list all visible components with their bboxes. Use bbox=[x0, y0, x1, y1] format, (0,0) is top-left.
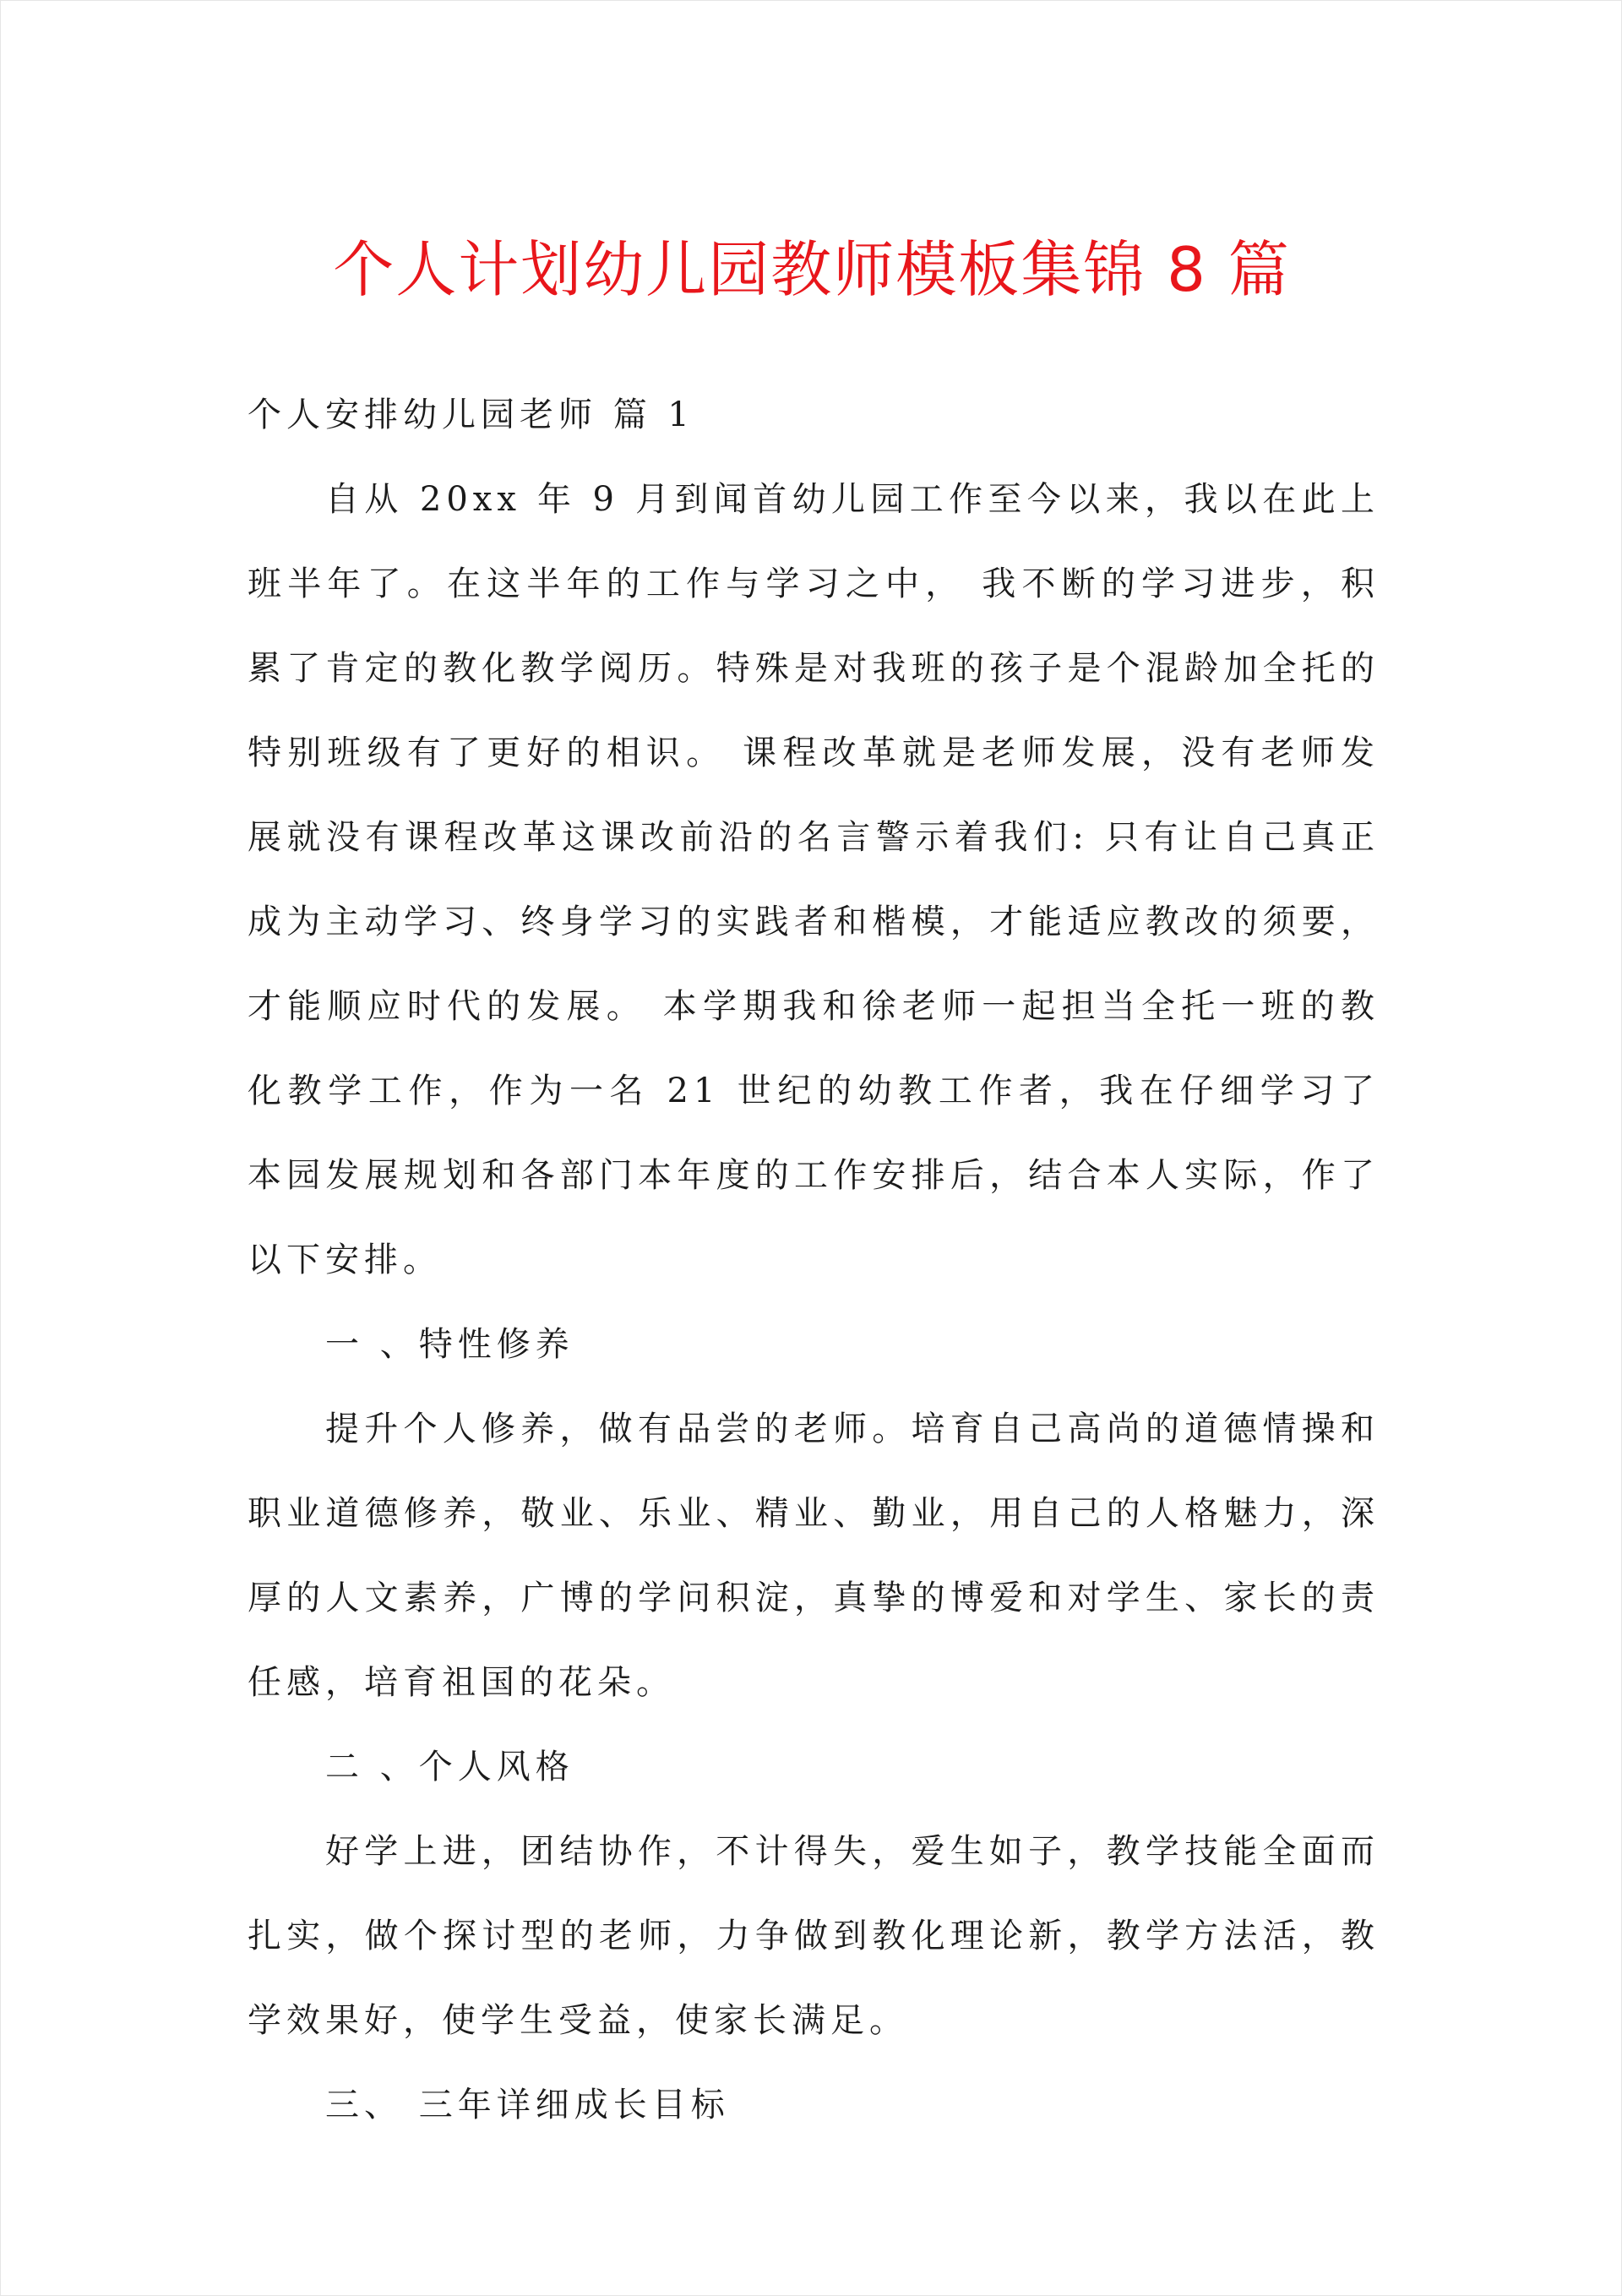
intro-paragraph: 自从 20xx 年 9 月到闻首幼儿园工作至今以来，我以在此上班半年了。在这半年的工作与学习之中， 我不断的学习进步，积累了肯定的教化教学阅历。特殊是对我班的孩子是个混龄加全托的特别班级有了更好的相识。 课程改革就是老师发展，没有老师发展就没有课程改革这课改前沿的名言警示着我们: 只有让自己真正成为主动学习、终身学习的实践者和楷模，才能适应教改的须要，才能顺应时代的发展。 本学期我和徐老师一起担当全托一班的教化教学工作，作为一名 21 世纪的幼教工作者，我在仔细学习了本园发展规划和各部门本年度的工作安排后，结合本人实际，作了以下安排。 bbox=[248, 480, 1380, 1279]
section-heading-1: 一 、特性修养 bbox=[325, 1325, 574, 1364]
section-heading-3: 三、 三年详细成长目标 bbox=[325, 2086, 730, 2124]
subheading: 个人安排幼儿园老师 篇 1 bbox=[248, 395, 694, 434]
section-heading-2: 二 、个人风格 bbox=[325, 1748, 574, 1786]
document-title: 个人计划幼儿园教师模板集锦 8 篇 bbox=[333, 234, 1291, 305]
section-paragraph-1: 提升个人修养，做有品尝的老师。培育自己高尚的道德情操和职业道德修养，敬业、乐业、精业、勤业，用自己的人格魅力，深厚的人文素养，广博的学问积淀，真挚的博爱和对学生、家长的责任感，培育祖国的花朵。 bbox=[248, 1410, 1380, 1702]
section-paragraph-2: 好学上进，团结协作，不计得失，爱生如子，教学技能全面而扎实，做个探讨型的老师，力争做到教化理论新，教学方法活，教学效果好，使学生受益，使家长满足。 bbox=[248, 1832, 1380, 2040]
document-body bbox=[248, 373, 1380, 2147]
